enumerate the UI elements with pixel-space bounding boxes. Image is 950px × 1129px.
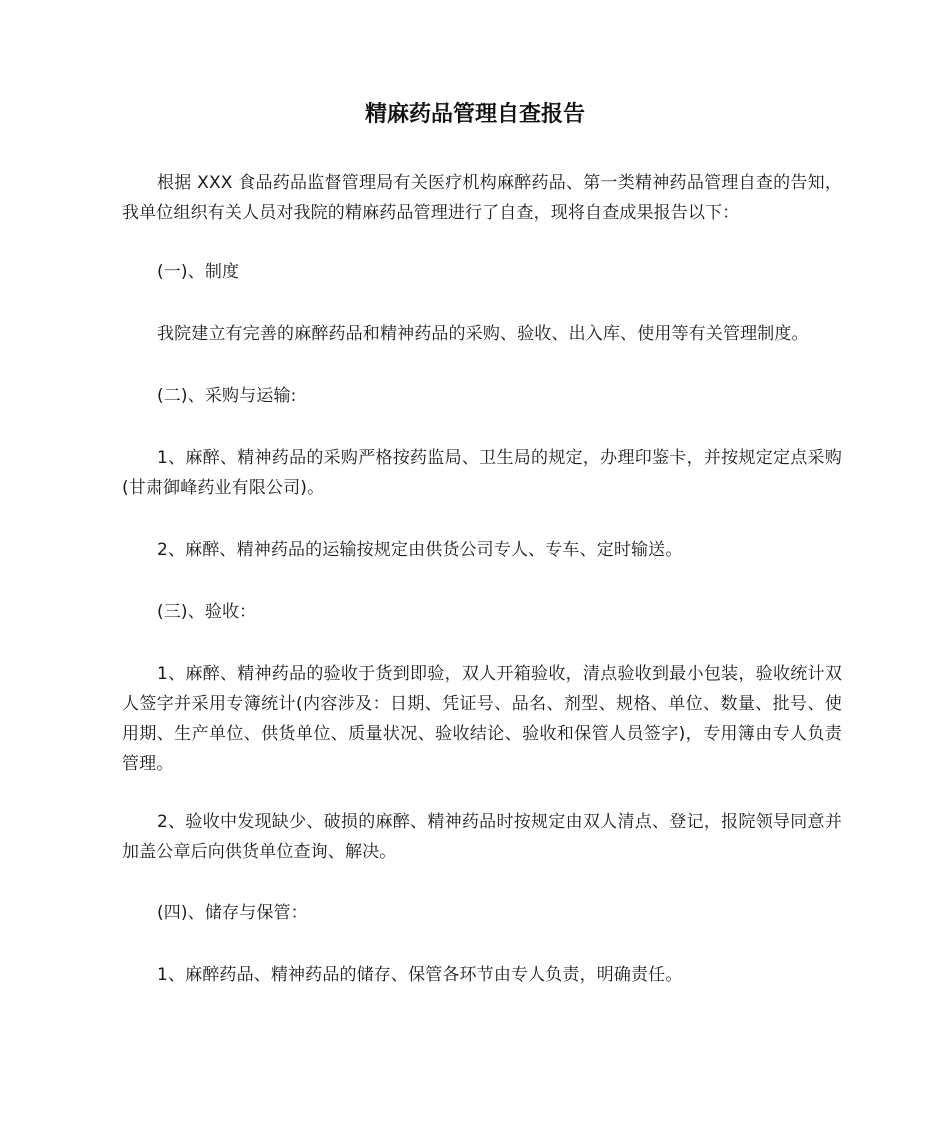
document-title: 精麻药品管理自查报告 bbox=[364, 102, 585, 127]
paragraph-acceptance-2: 2、验收中发现缺少、破损的麻醉、精神药品时按规定由双人清点、登记，报院领导同意并加盖公章后向供货单位查询、解决。 bbox=[122, 812, 842, 862]
intro-paragraph: 根据 XXX 食品药品监督管理局有关医疗机构麻醉药品、第一类精神药品管理自查的告知，我单位组织有关人员对我院的精麻药品管理进行了自查，现将自查成果报告以下： bbox=[122, 173, 842, 223]
section-heading-acceptance: (三)、验收： bbox=[157, 602, 257, 622]
section-heading-storage: (四)、储存与保管： bbox=[157, 903, 308, 923]
paragraph-storage-1: 1、麻醉药品、精神药品的储存、保管各环节由专人负责，明确责任。 bbox=[157, 965, 683, 985]
section-heading-system: (一)、制度 bbox=[157, 262, 240, 282]
paragraph-purchase-2: 2、麻醉、精神药品的运输按规定由供货公司专人、专车、定时输送。 bbox=[157, 540, 683, 560]
paragraph-acceptance-1: 1、麻醉、精神药品的验收于货到即验，双人开箱验收，清点验收到最小包装，验收统计双人签字并采用专簿统计(内容涉及：日期、凭证号、品名、剂型、规格、单位、数量、批号、使用期、生产单位、供货单位、质量状况、验收结论、验收和保管人员签字)，专用簿由专人负责管理。 bbox=[122, 664, 842, 774]
paragraph-system: 我院建立有完善的麻醉药品和精神药品的采购、验收、出入库、使用等有关管理制度。 bbox=[157, 324, 809, 344]
paragraph-purchase-1: 1、麻醉、精神药品的采购严格按药监局、卫生局的规定，办理印鉴卡，并按规定定点采购(甘肃御峰药业有限公司)。 bbox=[122, 448, 842, 498]
section-heading-purchase: (二)、采购与运输: bbox=[157, 386, 297, 406]
